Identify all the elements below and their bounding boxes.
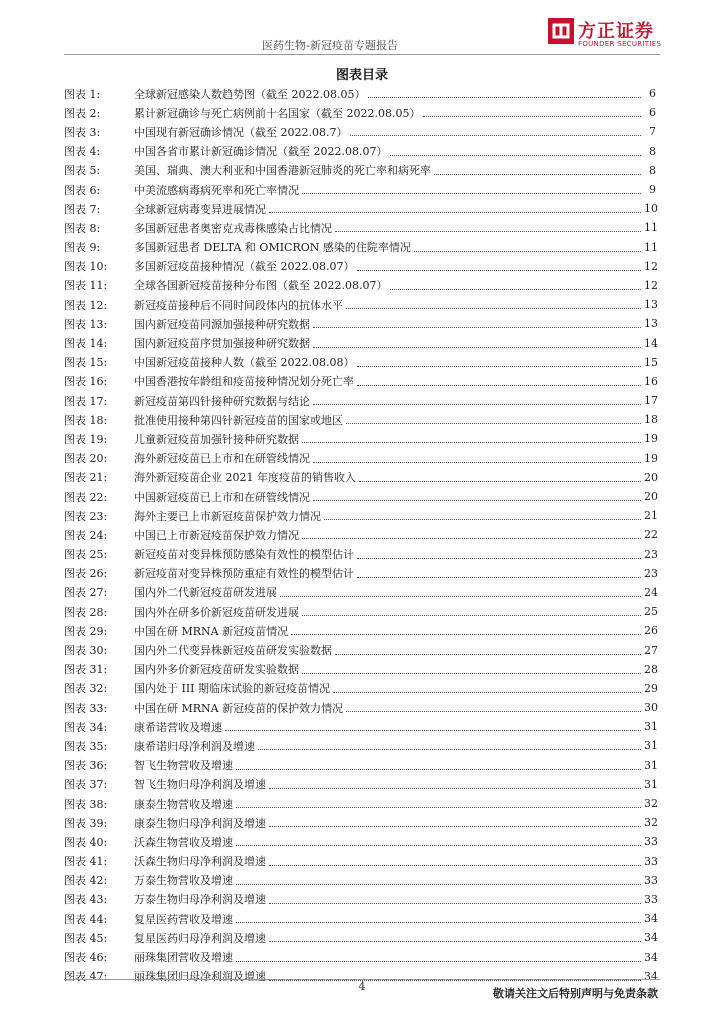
toc-entry-label: 图表 44:	[64, 912, 108, 926]
toc-entry-text[interactable]: 复星医药营收及增速	[134, 912, 233, 926]
toc-entry-page: 24	[644, 585, 658, 599]
toc-leader-dots	[324, 519, 641, 520]
toc-entry-label: 图表 6:	[64, 183, 101, 197]
toc-leader-dots	[269, 903, 641, 904]
toc-entry-page: 18	[644, 413, 658, 427]
toc-entry-text[interactable]: 国内外二代新冠疫苗研发进展	[134, 586, 277, 600]
toc-entry-page: 6	[649, 87, 656, 101]
toc-entry-label: 图表 23:	[64, 509, 108, 523]
toc-entry-page: 13	[644, 317, 658, 331]
toc-entry-page: 9	[649, 183, 656, 197]
toc-entry-page: 34	[644, 931, 658, 945]
toc-entry[interactable]	[64, 295, 656, 314]
toc-entry-page: 12	[644, 259, 658, 273]
toc-entry-label: 图表 28:	[64, 605, 108, 619]
toc-entry[interactable]	[64, 660, 656, 679]
toc-entry-page: 17	[644, 394, 658, 408]
toc-leader-dots	[313, 327, 641, 328]
toc-entry-label: 图表 19:	[64, 432, 108, 446]
toc-entry-label: 图表 43:	[64, 893, 108, 907]
toc-entry-label: 图表 16:	[64, 375, 108, 389]
toc-entry-text[interactable]: 新冠疫苗对变异株预防感染有效性的模型估计	[134, 548, 354, 562]
toc-entry-page: 11	[644, 240, 658, 254]
toc-entry[interactable]	[64, 122, 656, 141]
toc-entry[interactable]	[64, 257, 656, 276]
toc-leader-dots	[359, 481, 641, 482]
toc-entry-page: 33	[644, 835, 658, 849]
toc-entry-label: 图表 2:	[64, 106, 101, 120]
toc-entry[interactable]	[64, 314, 656, 333]
toc-entry-page: 11	[644, 221, 658, 235]
toc-entry-label: 图表 1:	[64, 87, 101, 101]
toc-entry-text[interactable]: 中国新冠疫苗接种人数（截至 2022.08.08）	[134, 356, 355, 370]
toc-entry-page: 31	[644, 777, 658, 791]
toc-entry[interactable]	[64, 410, 656, 429]
toc-entry-label: 图表 17:	[64, 394, 108, 408]
toc-leader-dots	[302, 673, 641, 674]
toc-entry[interactable]	[64, 564, 656, 583]
toc-entry[interactable]	[64, 333, 656, 352]
toc-entry-page: 6	[649, 106, 656, 120]
toc-entry-text[interactable]: 多国新冠疫苗接种情况（截至 2022.08.07）	[134, 260, 355, 274]
toc-entry[interactable]	[64, 852, 656, 871]
toc-entry[interactable]	[64, 506, 656, 525]
toc-entry-page: 7	[649, 125, 656, 139]
toc-entry[interactable]	[64, 391, 656, 410]
toc-entry-text[interactable]: 国内外在研多价新冠疫苗研发进展	[134, 605, 299, 619]
toc-entry-label: 图表 35:	[64, 739, 108, 753]
toc-entry-label: 图表 29:	[64, 624, 108, 638]
founder-logo-icon	[547, 17, 575, 45]
toc-leader-dots	[313, 462, 641, 463]
toc-entry-page: 20	[644, 490, 658, 504]
toc-entry-text[interactable]: 全球新冠感染人数趋势图（截至 2022.08.05）	[134, 87, 366, 101]
toc-entry-label: 图表 31:	[64, 663, 108, 677]
toc-entry[interactable]	[64, 142, 656, 161]
toc-leader-dots	[291, 634, 641, 635]
header-divider	[64, 54, 660, 55]
toc-leader-dots	[357, 270, 641, 271]
toc-entry[interactable]	[64, 640, 656, 659]
toc-entry-label: 图表 5:	[64, 164, 101, 178]
toc-entry-label: 图表 27:	[64, 586, 108, 600]
toc-entry-text[interactable]: 智飞生物归母净利润及增速	[134, 778, 266, 792]
toc-entry-label: 图表 15:	[64, 356, 108, 370]
toc-entry-page: 34	[644, 950, 658, 964]
toc-entry-text[interactable]: 智飞生物营收及增速	[134, 759, 233, 773]
toc-entry-text[interactable]: 国内外多价新冠疫苗研发实验数据	[134, 663, 299, 677]
toc-entry-label: 图表 12:	[64, 298, 108, 312]
toc-entry[interactable]	[64, 238, 656, 257]
toc-entry[interactable]	[64, 429, 656, 448]
toc-entry-label: 图表 22:	[64, 490, 108, 504]
toc-leader-dots	[302, 538, 641, 539]
toc-entry-label: 图表 30:	[64, 644, 108, 658]
page-number: 4	[358, 980, 366, 993]
toc-entry-page: 34	[644, 969, 658, 983]
toc-entry-page: 25	[644, 605, 658, 619]
toc-entry-text[interactable]: 批准使用接种第四针新冠疫苗的国家或地区	[134, 413, 343, 427]
toc-leader-dots	[302, 615, 641, 616]
toc-entry[interactable]	[64, 890, 656, 909]
toc-leader-dots	[346, 423, 641, 424]
toc-entry[interactable]	[64, 947, 656, 966]
toc-entry-label: 图表 37:	[64, 778, 108, 792]
toc-entry-label: 图表 46:	[64, 951, 108, 965]
toc-entry-page: 33	[644, 854, 658, 868]
toc-entry[interactable]	[64, 756, 656, 775]
toc-leader-dots	[357, 577, 641, 578]
toc-entry-text[interactable]: 康泰生物营收及增速	[134, 797, 233, 811]
toc-entry-text[interactable]: 海外新冠疫苗企业 2021 年度疫苗的销售收入	[134, 471, 356, 485]
toc-leader-dots	[280, 596, 641, 597]
toc-entry-text[interactable]: 丽珠集团营收及增速	[134, 951, 233, 965]
toc-entry-label: 图表 36:	[64, 759, 108, 773]
toc-leader-dots	[368, 97, 641, 98]
toc-entry[interactable]	[64, 679, 656, 698]
toc-entry-text[interactable]: 美国、瑞典、澳大利亚和中国香港新冠肺炎的死亡率和病死率	[134, 164, 431, 178]
toc-entry-text[interactable]: 中美流感病毒病死率和死亡率情况	[134, 183, 299, 197]
toc-list	[64, 84, 656, 986]
toc-leader-dots	[236, 922, 641, 923]
toc-entry[interactable]	[64, 832, 656, 851]
toc-entry-text[interactable]: 新冠疫苗第四针接种研究数据与结论	[134, 394, 310, 408]
toc-entry-text[interactable]: 新冠疫苗对变异株预防重症有效性的模型估计	[134, 567, 354, 581]
toc-entry-text[interactable]: 康希诺营收及增速	[134, 720, 222, 734]
toc-entry-label: 图表 18:	[64, 413, 108, 427]
toc-leader-dots	[346, 308, 641, 309]
toc-entry[interactable]	[64, 871, 656, 890]
toc-entry-page: 34	[644, 912, 658, 926]
toc-entry[interactable]	[64, 487, 656, 506]
toc-entry-label: 图表 26:	[64, 567, 108, 581]
toc-entry-label: 图表 10:	[64, 260, 108, 274]
toc-leader-dots	[335, 231, 641, 232]
toc-leader-dots	[414, 251, 641, 252]
toc-entry-text[interactable]: 康泰生物归母净利润及增速	[134, 816, 266, 830]
toc-leader-dots	[258, 749, 641, 750]
toc-entry-page: 16	[644, 374, 658, 388]
toc-entry-page: 23	[644, 547, 658, 561]
toc-entry-label: 图表 33:	[64, 701, 108, 715]
toc-entry-label: 图表 4:	[64, 145, 101, 159]
toc-entry-label: 图表 39:	[64, 816, 108, 830]
toc-entry[interactable]	[64, 621, 656, 640]
toc-entry[interactable]	[64, 794, 656, 813]
toc-entry-page: 31	[644, 758, 658, 772]
toc-entry[interactable]	[64, 525, 656, 544]
toc-entry-page: 21	[644, 509, 658, 523]
toc-entry-page: 19	[644, 432, 658, 446]
toc-entry-label: 图表 47:	[64, 970, 108, 984]
toc-leader-dots	[350, 135, 641, 136]
toc-leader-dots	[357, 558, 641, 559]
logo-chinese-name: 方正证券	[578, 21, 654, 42]
toc-entry[interactable]	[64, 736, 656, 755]
toc-leader-dots	[302, 442, 641, 443]
disclaimer-note: 敬请关注文后特别声明与免责条款	[493, 987, 658, 1000]
toc-entry-page: 33	[644, 873, 658, 887]
toc-entry-page: 27	[644, 643, 658, 657]
toc-leader-dots	[346, 711, 641, 712]
toc-leader-dots	[236, 961, 641, 962]
toc-leader-dots	[236, 769, 641, 770]
toc-entry-page: 8	[649, 163, 656, 177]
toc-entry-text[interactable]: 全球各国新冠疫苗接种分布图（截至 2022.08.07）	[134, 279, 388, 293]
toc-entry-page: 22	[644, 528, 658, 542]
toc-entry-label: 图表 38:	[64, 797, 108, 811]
toc-entry-page: 15	[644, 355, 658, 369]
toc-entry-label: 图表 41:	[64, 855, 108, 869]
toc-entry-page: 33	[644, 892, 658, 906]
toc-entry[interactable]	[64, 813, 656, 832]
toc-entry-page: 20	[644, 470, 658, 484]
toc-entry-text[interactable]: 累计新冠确诊与死亡病例前十名国家（截至 2022.08.05）	[134, 106, 421, 120]
toc-entry-page: 29	[644, 681, 658, 695]
toc-entry-label: 图表 40:	[64, 835, 108, 849]
toc-entry-page: 13	[644, 298, 658, 312]
toc-entry[interactable]	[64, 84, 656, 103]
toc-entry[interactable]	[64, 717, 656, 736]
toc-leader-dots	[390, 289, 641, 290]
toc-entry[interactable]	[64, 545, 656, 564]
toc-leader-dots	[302, 193, 641, 194]
toc-entry[interactable]	[64, 449, 656, 468]
toc-entry-text[interactable]: 儿童新冠疫苗加强针接种研究数据	[134, 432, 299, 446]
toc-title: 图表目录	[335, 68, 388, 83]
toc-entry-label: 图表 20:	[64, 452, 108, 466]
toc-entry-text[interactable]: 万泰生物营收及增速	[134, 874, 233, 888]
toc-entry-text[interactable]: 沃森生物归母净利润及增速	[134, 855, 266, 869]
toc-entry[interactable]	[64, 276, 656, 295]
toc-leader-dots	[313, 347, 641, 348]
toc-entry-page: 30	[644, 701, 658, 715]
toc-leader-dots	[269, 788, 641, 789]
toc-entry-label: 图表 42:	[64, 874, 108, 888]
toc-leader-dots	[269, 826, 641, 827]
toc-leader-dots	[313, 404, 641, 405]
toc-entry-text[interactable]: 复星医药归母净利润及增速	[134, 931, 266, 945]
toc-entry[interactable]	[64, 602, 656, 621]
toc-leader-dots	[357, 385, 641, 386]
toc-entry-text[interactable]: 中国香港按年龄组和疫苗接种情况划分死亡率	[134, 375, 354, 389]
toc-entry[interactable]	[64, 372, 656, 391]
toc-entry-text[interactable]: 国内新冠疫苗序贯加强接种研究数据	[134, 337, 310, 351]
toc-entry[interactable]	[64, 180, 656, 199]
toc-entry-text[interactable]: 多国新冠患者奥密克戎毒株感染占比情况	[134, 221, 332, 235]
toc-entry-label: 图表 11:	[64, 279, 108, 293]
toc-entry-text[interactable]: 多国新冠患者 DELTA 和 OMICRON 感染的住院率情况	[134, 241, 411, 255]
toc-leader-dots	[434, 174, 641, 175]
toc-entry-text[interactable]: 国内外二代变异株新冠疫苗研发实验数据	[134, 644, 332, 658]
toc-entry-label: 图表 21:	[64, 471, 108, 485]
toc-leader-dots	[236, 845, 641, 846]
toc-entry-page: 12	[644, 278, 658, 292]
toc-entry-text[interactable]: 中国新冠疫苗已上市和在研管线情况	[134, 490, 310, 504]
toc-entry-text[interactable]: 海外主要已上市新冠疫苗保护效力情况	[134, 509, 321, 523]
toc-entry-page: 8	[649, 144, 656, 158]
toc-entry-label: 图表 13:	[64, 317, 108, 331]
toc-entry-page: 32	[644, 816, 658, 830]
toc-entry[interactable]	[64, 698, 656, 717]
toc-entry-page: 10	[644, 202, 658, 216]
toc-entry[interactable]	[64, 909, 656, 928]
toc-entry-page: 28	[644, 662, 658, 676]
toc-leader-dots	[423, 116, 641, 117]
toc-leader-dots	[225, 730, 641, 731]
logo-english-name: FOUNDER SECURITIES	[578, 40, 662, 48]
toc-entry-text[interactable]: 中国已上市新冠疫苗保护效力情况	[134, 528, 299, 542]
toc-leader-dots	[333, 692, 641, 693]
toc-entry-label: 图表 14:	[64, 337, 108, 351]
toc-entry[interactable]	[64, 161, 656, 180]
toc-entry[interactable]	[64, 199, 656, 218]
toc-entry[interactable]	[64, 218, 656, 237]
toc-entry[interactable]	[64, 583, 656, 602]
toc-entry-text[interactable]: 沃森生物营收及增速	[134, 835, 233, 849]
toc-entry-text[interactable]: 新冠疫苗接种后不同时间段体内的抗体水平	[134, 298, 343, 312]
toc-entry-label: 图表 34:	[64, 720, 108, 734]
toc-entry-page: 23	[644, 566, 658, 580]
toc-entry-text[interactable]: 康希诺归母净利润及增速	[134, 739, 255, 753]
toc-entry[interactable]	[64, 775, 656, 794]
toc-entry-label: 图表 7:	[64, 202, 101, 216]
toc-entry-text[interactable]: 中国在研 MRNA 新冠疫苗情况	[134, 624, 289, 638]
report-header-title: 医药生物-新冠疫苗专题报告	[262, 39, 398, 52]
toc-leader-dots	[236, 884, 641, 885]
toc-leader-dots	[313, 500, 641, 501]
toc-leader-dots	[390, 155, 641, 156]
toc-entry-text[interactable]: 国内新冠疫苗同源加强接种研究数据	[134, 317, 310, 331]
toc-entry[interactable]	[64, 928, 656, 947]
toc-entry-text[interactable]: 海外新冠疫苗已上市和在研管线情况	[134, 452, 310, 466]
toc-entry-page: 26	[644, 624, 658, 638]
toc-leader-dots	[357, 366, 641, 367]
toc-entry-text[interactable]: 中国各省市累计新冠确诊情况（截至 2022.08.07）	[134, 145, 388, 159]
toc-entry-text[interactable]: 全球新冠病毒变异进展情况	[134, 202, 266, 216]
toc-entry-label: 图表 9:	[64, 241, 101, 255]
toc-entry-label: 图表 8:	[64, 221, 101, 235]
toc-entry-label: 图表 3:	[64, 125, 101, 139]
toc-leader-dots	[269, 212, 641, 213]
toc-entry-page: 31	[644, 720, 658, 734]
toc-entry[interactable]	[64, 103, 656, 122]
toc-leader-dots	[236, 807, 641, 808]
toc-entry-text[interactable]: 中国现有新冠确诊情况（截至 2022.08.7）	[134, 125, 348, 139]
toc-entry-label: 图表 32:	[64, 682, 108, 696]
toc-entry-text[interactable]: 万泰生物归母净利润及增速	[134, 893, 266, 907]
company-logo	[547, 14, 662, 50]
toc-entry[interactable]	[64, 353, 656, 372]
toc-entry-text[interactable]: 丽珠集团归母净利润及增速	[134, 970, 266, 984]
toc-entry-page: 19	[644, 451, 658, 465]
toc-leader-dots	[269, 941, 641, 942]
toc-entry-label: 图表 25:	[64, 548, 108, 562]
toc-entry[interactable]	[64, 468, 656, 487]
toc-leader-dots	[269, 865, 641, 866]
toc-entry-text[interactable]: 中国在研 MRNA 新冠疫苗的保护效力情况	[134, 701, 344, 715]
toc-entry-page: 14	[644, 336, 658, 350]
toc-entry-label: 图表 45:	[64, 931, 108, 945]
toc-entry-page: 32	[644, 797, 658, 811]
toc-entry-page: 31	[644, 739, 658, 753]
toc-leader-dots	[335, 654, 641, 655]
toc-entry-text[interactable]: 国内处于 III 期临床试验的新冠疫苗情况	[134, 682, 331, 696]
toc-entry-label: 图表 24:	[64, 528, 108, 542]
